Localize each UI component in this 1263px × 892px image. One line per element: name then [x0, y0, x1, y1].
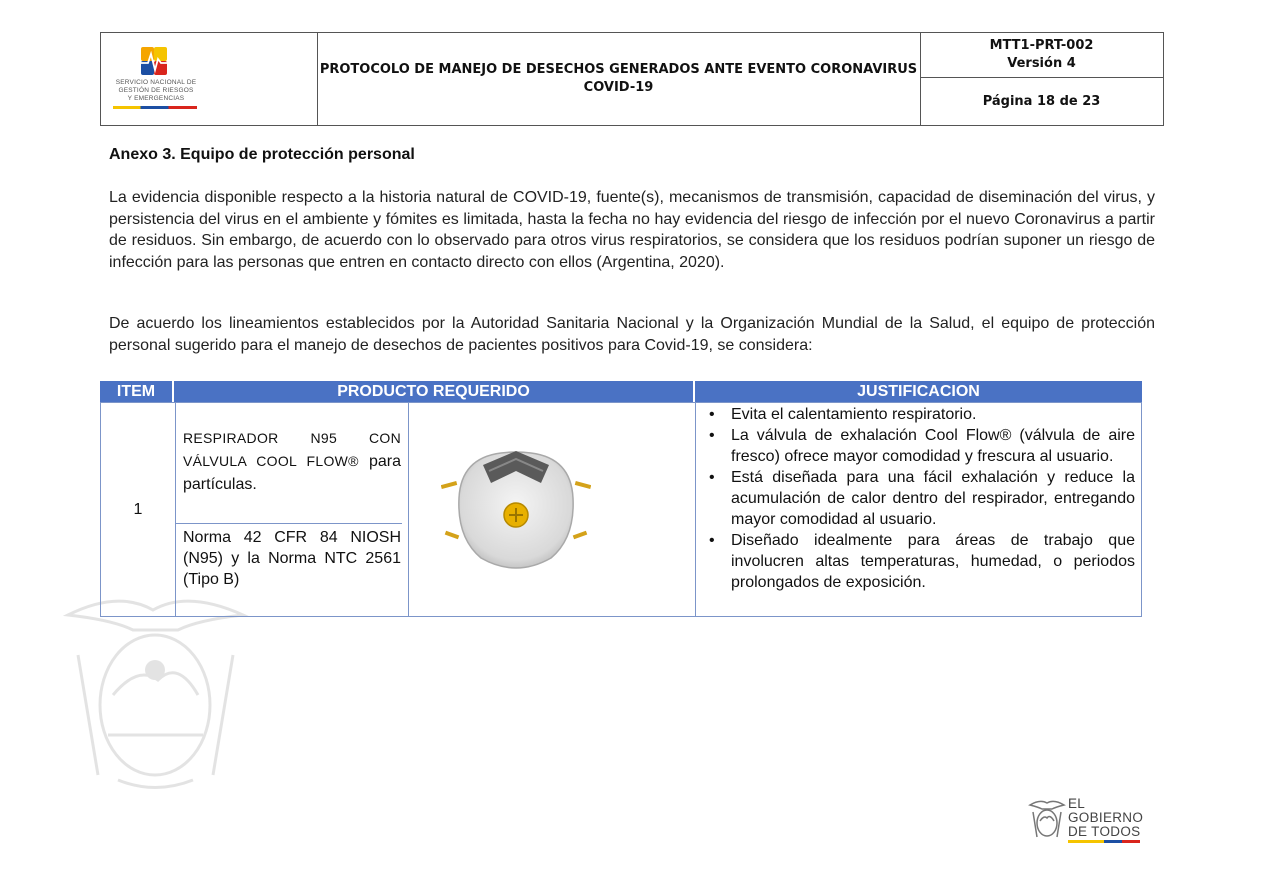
document-version: Versión 4: [1007, 56, 1076, 71]
document-header: [100, 32, 1164, 126]
item-number: 1: [133, 500, 143, 518]
product-name-rest: para partículas.: [183, 453, 401, 493]
document-code-cell: [920, 33, 1163, 78]
header-item: ITEM: [100, 381, 174, 402]
header-logo-cell: [101, 33, 318, 125]
list-item: • Diseñado idealmente para áreas de trabajo que involucren altas temperaturas, humedad, o periodos prolongados de exposición.: [709, 530, 1135, 593]
org-name: SERVICIO NACIONAL DE GESTIÓN DE RIESGOS Y EMERGENCIAS: [115, 79, 197, 102]
product-standard: Norma 42 CFR 84 NIOSH (N95) y la Norma NTC 2561 (Tipo B): [183, 529, 401, 588]
column-divider: [408, 403, 409, 616]
document-meta: [920, 33, 1163, 125]
footer-logo-text: EL GOBIERNO DE TODOS: [1068, 796, 1144, 839]
list-item: • Evita el calentamiento respiratorio.: [709, 404, 1135, 425]
ecuador-coat-of-arms-icon: [1028, 797, 1066, 842]
list-item: • Está diseñada para una fácil exhalación y reduce la acumulación de calor dentro del respirador, entregando mayor comodidad al usuario.: [709, 467, 1135, 530]
sngre-logo-icon: [139, 45, 169, 77]
footer-flag-bar: [1068, 840, 1140, 843]
product-name-caps: RESPIRADOR N95 CON VÁLVULA COOL FLOW®: [183, 430, 401, 469]
page-number: Página 18 de 23: [982, 94, 1101, 109]
header-justification: JUSTIFICACION: [695, 381, 1142, 402]
document-code: MTT1-PRT-002: [989, 38, 1094, 53]
justification-list: [709, 404, 1135, 593]
paragraph-2: De acuerdo los lineamientos establecidos por la Autoridad Sanitaria Nacional y la Organización Mundial de la Salud, el equipo de protección personal sugerido para el manejo de desechos de pacientes positivos para Covid-19, se considera:: [109, 315, 1155, 354]
section-title: Anexo 3. Equipo de protección personal: [109, 146, 415, 163]
document-title: PROTOCOLO DE MANEJO DE DESECHOS GENERADOS ANTE EVENTO CORONAVIRUS COVID-19: [317, 33, 921, 125]
column-divider: [695, 403, 696, 616]
column-divider: [175, 403, 176, 616]
paragraph-1: La evidencia disponible respecto a la historia natural de COVID-19, fuente(s), mecanismos de transmisión, capacidad de diseminación del virus, y persistencia del virus en el ambiente y fómites es limitada, hasta la fecha no hay evidencia del riesgo de infección por el nuevo Coronavirus a partir de residuos. Sin embargo, de acuerdo con lo observado para otros virus respiratorios, se considera que los residuos podrían suponer un riesgo de infección para las personas que entren en contacto directo con ellos (Argentina, 2020).: [109, 189, 1155, 271]
table-row: [100, 402, 1142, 617]
header-product: PRODUCTO REQUERIDO: [174, 381, 695, 402]
list-item: • La válvula de exhalación Cool Flow® (válvula de aire fresco) ofrece mayor comodidad y frescura al usuario.: [709, 425, 1135, 467]
ppe-table: [100, 381, 1142, 617]
cell-divider: [176, 523, 402, 524]
product-name: [183, 427, 401, 496]
n95-respirator-image: [441, 443, 591, 578]
flag-color-bar: [113, 106, 197, 109]
